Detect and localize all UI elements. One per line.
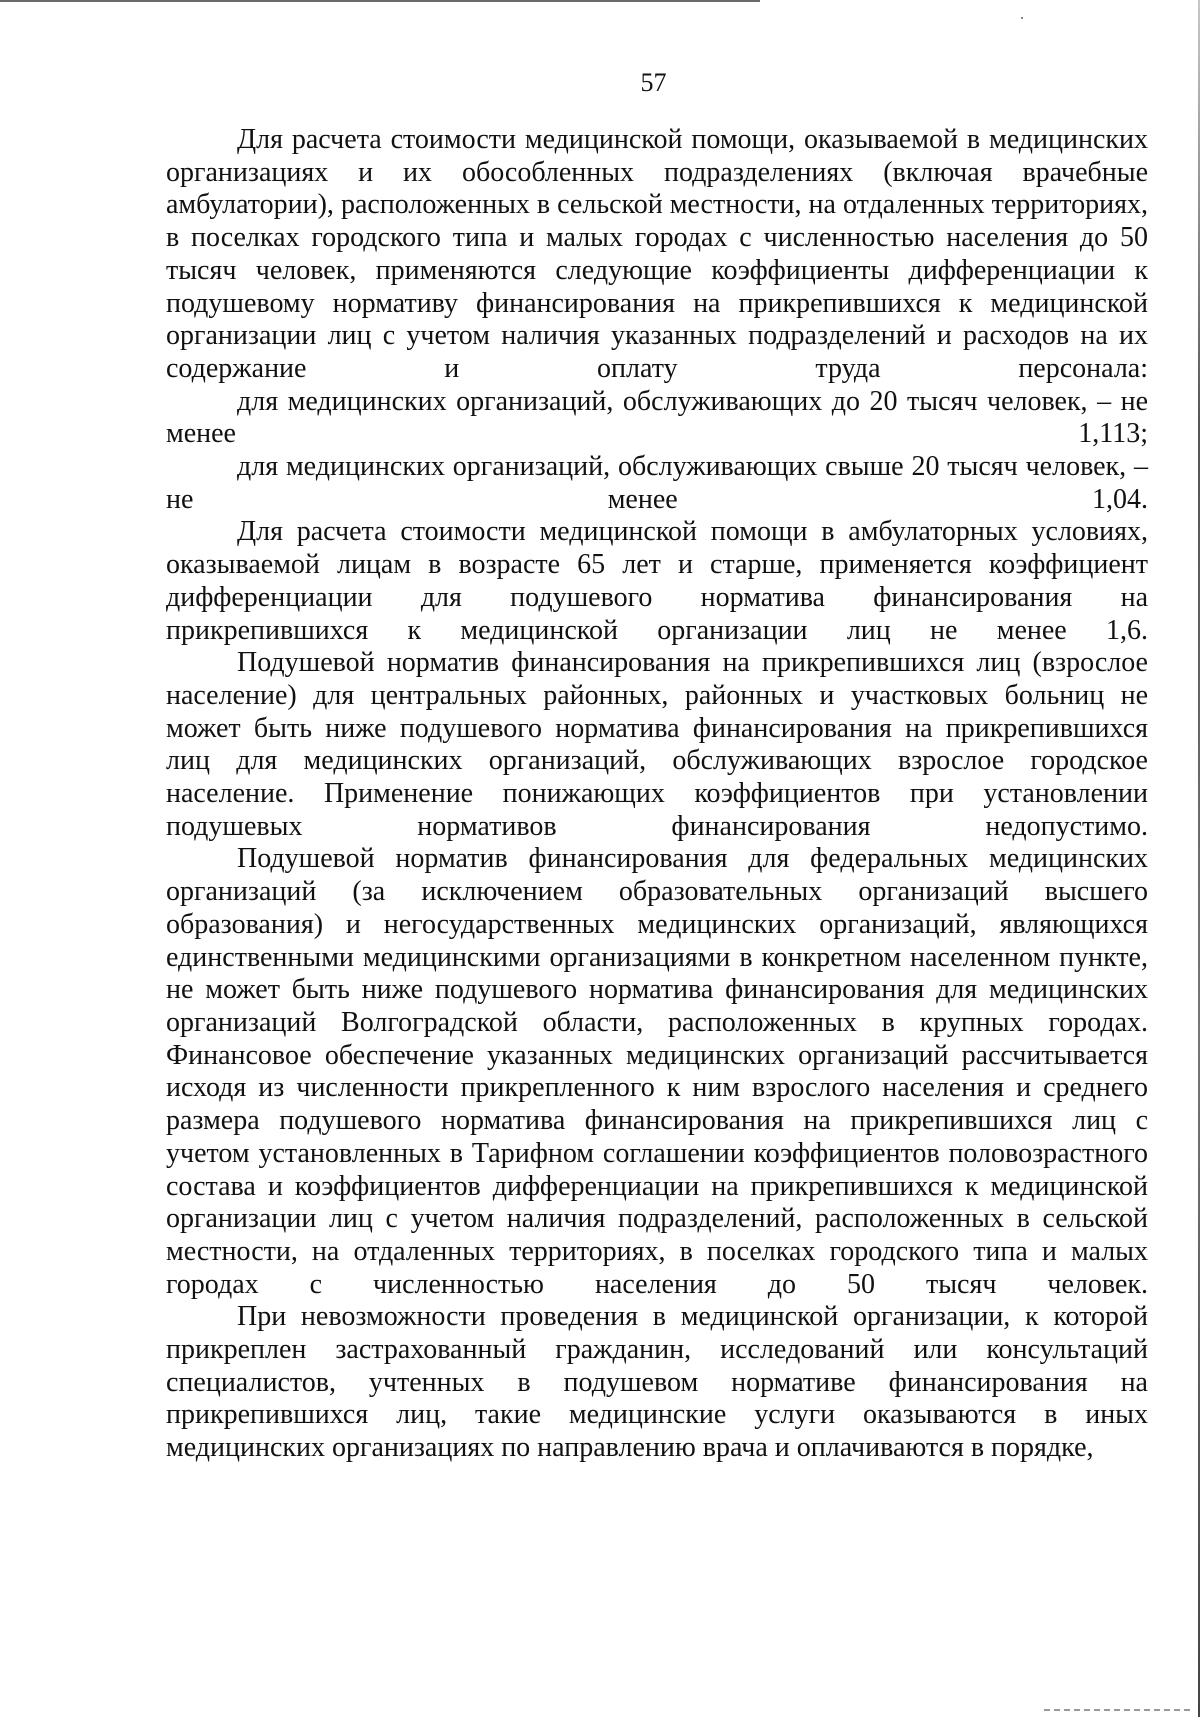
paragraph-age-65: Для расчета стоимости медицинской помощи в амбулаторных условиях, оказываемой лицам в возрасте 65 лет и старше, применяется коэффициент дифференциации для подушевого норматива финансирования на прикрепившихся к медицинской организации лиц не менее 1,6. <box>166 516 1148 646</box>
scan-edge-bottom <box>1044 1709 1194 1711</box>
paragraph-rural-hospitals: Подушевой норматив финансирования на прикрепившихся лиц (взрослое население) для центральных районных, районных и участковых больниц не может быть ниже подушевого норматива финансирования на прикрепившихся лиц для медицинских организаций, обслуживающих взрослое городское население. Применение понижающих коэффициентов при установлении подушевых нормативов финансирования недопустимо. <box>166 647 1148 842</box>
scan-edge-top <box>0 0 760 2</box>
paragraph-referral-services: При невозможности проведения в медицинской организации, к которой прикреплен застрахованный гражданин, исследований или консультаций специалистов, учтенных в подушевом нормативе финансирования на прикрепившихся лиц, такие медицинские услуги оказываются в иных медицинских организациях по направлению врача и оплачиваются в порядке, <box>166 1301 1148 1464</box>
paragraph-federal-organizations: Подушевой норматив финансирования для федеральных медицинских организаций (за исключением образовательных организаций высшего образования) и негосударственных медицинских организаций, являющихся единственными медицинскими организациями в конкретном населенном пункте, не может быть ниже подушевого норматива финансирования для медицинских организаций Волгоградской области, расположенных в крупных городах. Финансовое обеспечение указанных медицинских организаций рассчитывается исходя из численности прикрепленного к ним взрослого населения и среднего размера подушевого норматива финансирования на прикрепившихся лиц с учетом установленных в Тарифном соглашении коэффициентов половозрастного состава и коэффициентов дифференциации на прикрепившихся к медицинской организации лиц с учетом наличия подразделений, расположенных в сельской местности, на отдаленных территориях, в поселках городского типа и малых городах с численностью населения до 50 тысяч человек. <box>166 843 1148 1300</box>
paragraph-up-to-20k: для медицинских организаций, обслуживающих до 20 тысяч человек, – не менее 1,113; <box>166 385 1148 450</box>
page-number: 57 <box>640 68 667 97</box>
scan-speck <box>1021 17 1023 19</box>
paragraph-coefficients-intro: Для расчета стоимости медицинской помощи, оказываемой в медицинских организациях и их обособленных подразделениях (включая врачебные амбулатории), расположенных в сельской местности, на отдаленных территориях, в поселках городского типа и малых городах с численностью населения до 50 тысяч человек, применяются следующие коэффициенты дифференциации к подушевому нормативу финансирования на прикрепившихся к медицинской организации лиц с учетом наличия указанных подразделений и расходов на их содержание и оплату труда персонала: <box>166 124 1148 384</box>
document-body <box>166 124 1148 1465</box>
paragraph-over-20k: для медицинских организаций, обслуживающих свыше 20 тысяч человек, – не менее 1,04. <box>166 451 1148 515</box>
